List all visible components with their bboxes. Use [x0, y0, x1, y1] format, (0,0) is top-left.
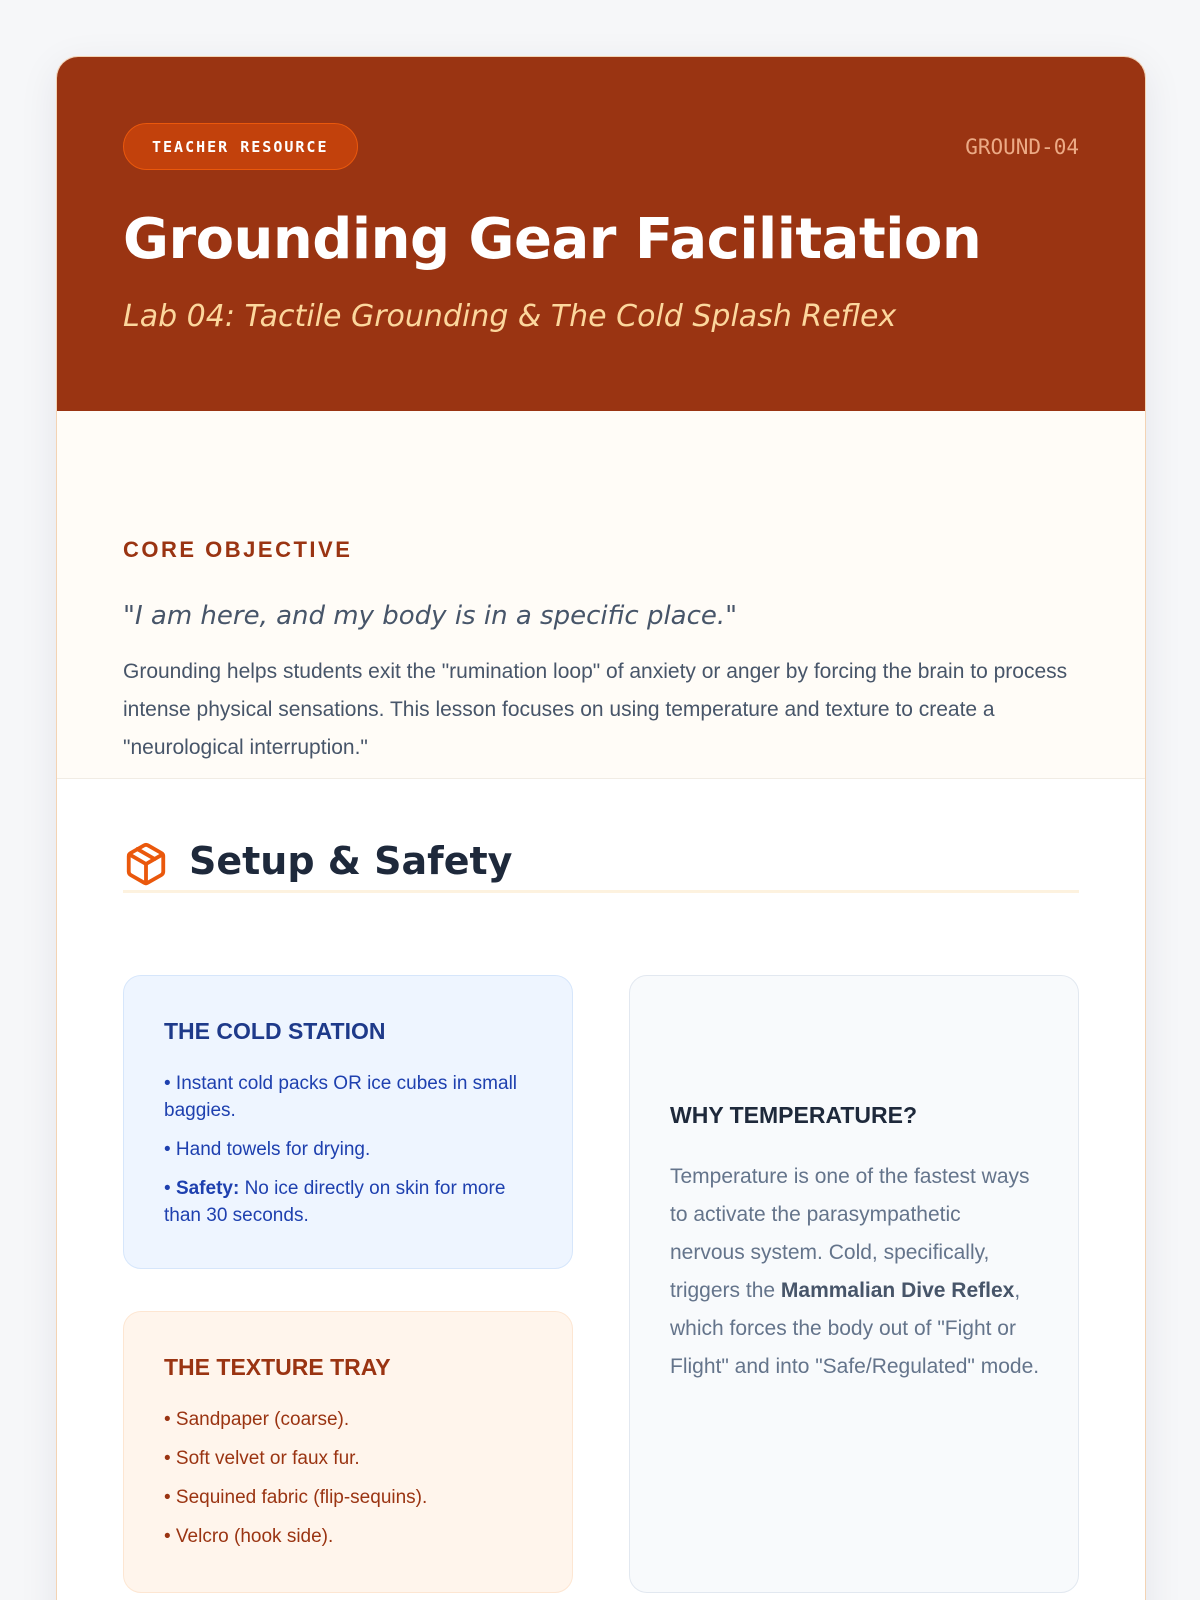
resource-badge: TEACHER RESOURCE	[123, 123, 358, 170]
page-title: Grounding Gear Facilitation	[123, 207, 982, 272]
cold-station-list	[164, 1070, 544, 1241]
package-icon	[123, 841, 169, 887]
why-temperature-body	[670, 1158, 1040, 1386]
objective-quote: "I am here, and my body is in a specific place."	[123, 601, 738, 631]
list-item: • Sandpaper (coarse).	[164, 1409, 350, 1430]
why-text-start: Temperature is one of the fastest ways to activate the parasympathetic nervous system. Cold, specifically, triggers the	[670, 1165, 1030, 1302]
list-item: • Instant cold packs OR ice cubes in small baggies.	[164, 1073, 518, 1121]
cold-station-title: THE COLD STATION	[164, 1018, 386, 1044]
texture-tray-title: THE TEXTURE TRAY	[164, 1354, 391, 1380]
texture-tray-box	[123, 1311, 573, 1593]
page-subtitle: Lab 04: Tactile Grounding & The Cold Splash Reflex	[123, 299, 897, 334]
list-item: • Hand towels for drying.	[164, 1139, 371, 1160]
cold-station-box	[123, 975, 573, 1269]
lesson-card	[56, 56, 1146, 1600]
safety-text: No ice directly on skin for more than 30 seconds.	[164, 1178, 506, 1226]
why-temperature-title: WHY TEMPERATURE?	[670, 1102, 918, 1128]
list-item: • Sequined fabric (flip-sequins).	[164, 1487, 428, 1508]
list-item-safety: • Safety: No ice directly on skin for more than 30 seconds.	[164, 1178, 506, 1226]
hero-header	[57, 57, 1145, 411]
safety-label: Safety:	[175, 1178, 240, 1199]
lesson-code: GROUND-04	[965, 135, 1079, 159]
why-temperature-box	[629, 975, 1079, 1593]
section-title: Setup & Safety	[189, 839, 513, 883]
objective-label: CORE OBJECTIVE	[123, 537, 353, 562]
list-item: • Soft velvet or faux fur.	[164, 1448, 360, 1469]
objective-description: Grounding helps students exit the "rumination loop" of anxiety or anger by forcing the brain to process intense physical sensations. This lesson focuses on using temperature and texture to create a "neurological interruption."	[123, 660, 1068, 759]
texture-tray-list	[164, 1406, 544, 1562]
dive-reflex-term: Mammalian Dive Reflex	[780, 1279, 1015, 1302]
core-objective-section	[57, 411, 1145, 779]
list-item: • Velcro (hook side).	[164, 1526, 334, 1547]
setup-section-header	[123, 841, 1079, 893]
why-text-end: , which forces the body out of "Fight or Flight" and into "Safe/Regulated" mode.	[670, 1279, 1040, 1378]
